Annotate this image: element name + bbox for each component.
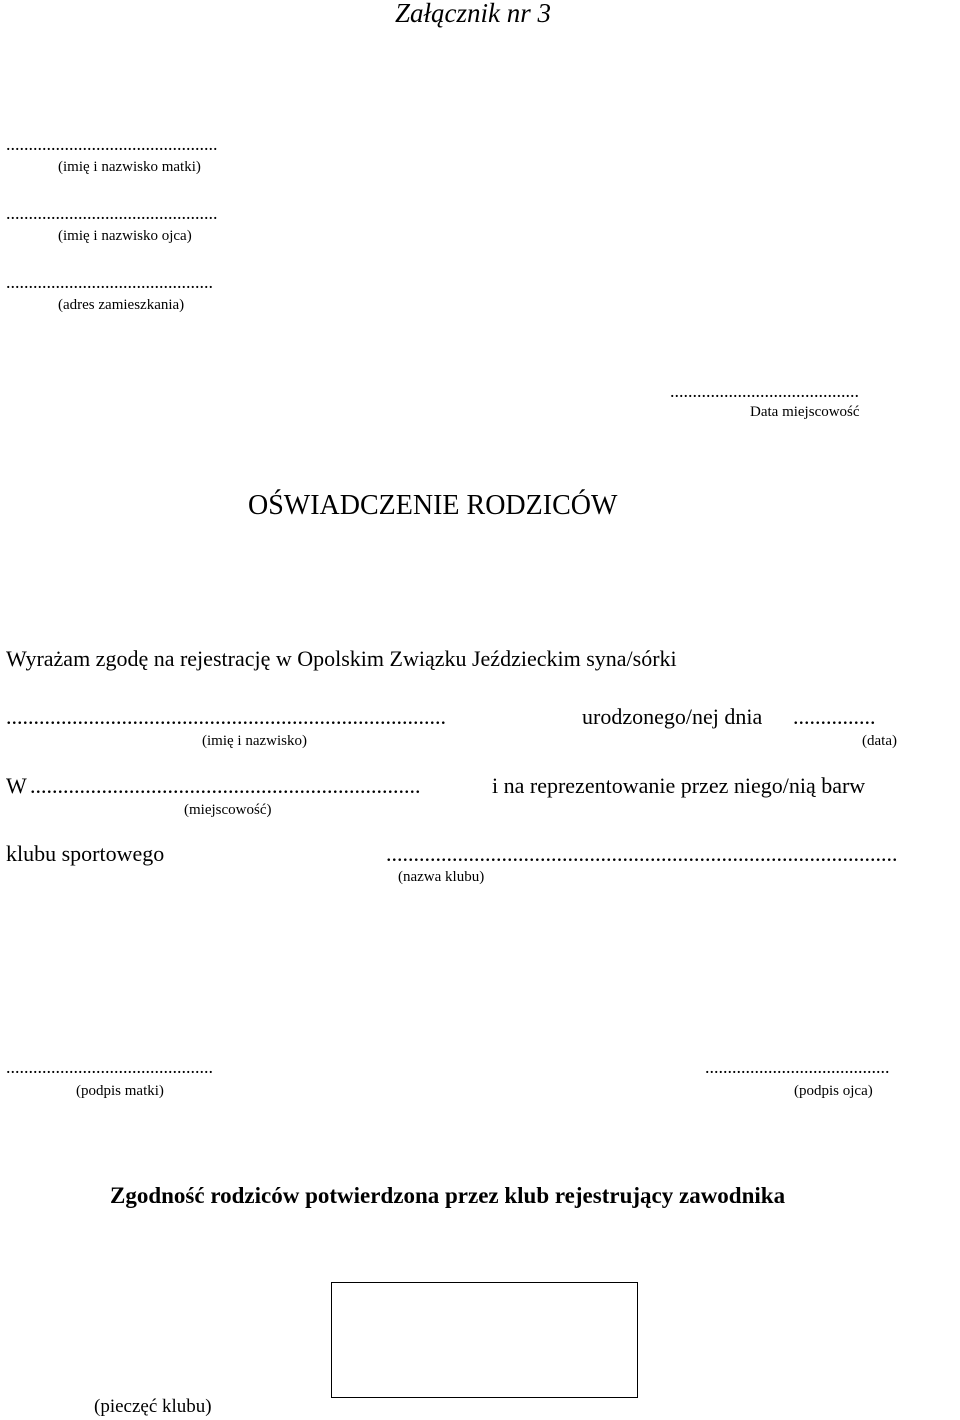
club-name-field[interactable]: .............................................................................................: [386, 841, 898, 866]
place-label: (miejscowość): [184, 802, 272, 818]
mother-name-field[interactable]: ...............................................: [6, 134, 218, 154]
consent-text: Wyrażam zgodę na rejestrację w Opolskim Związku Jeździeckim syna/sórki: [6, 646, 677, 671]
child-name-field[interactable]: ................................................................................: [6, 704, 446, 729]
born-text: urodzonego/nej dnia: [582, 704, 763, 729]
representation-text: i na reprezentowanie przez niego/nią barw: [492, 773, 866, 798]
birth-date-label: (data): [862, 733, 897, 749]
club-text: klubu sportowego: [6, 841, 165, 866]
mother-name-label: (imię i nazwisko matki): [58, 159, 201, 175]
place-field[interactable]: .......................................................................: [30, 773, 421, 798]
club-stamp-label: (pieczęć klubu): [94, 1396, 212, 1417]
club-confirmation-heading: Zgodność rodziców potwierdzona przez klub rejestrujący zawodnika: [110, 1183, 786, 1208]
address-field[interactable]: ..............................................: [6, 272, 213, 292]
mother-signature-label: (podpis matki): [76, 1083, 164, 1099]
date-place-label: Data miejscowość: [750, 404, 860, 420]
club-name-label: (nazwa klubu): [398, 869, 485, 885]
place-prefix: W: [6, 773, 27, 798]
mother-signature-field[interactable]: ..............................................: [6, 1057, 213, 1077]
birth-date-field[interactable]: ...............: [793, 704, 876, 729]
father-name-field[interactable]: ...............................................: [6, 203, 218, 223]
statement-heading: OŚWIADCZENIE RODZICÓW: [248, 490, 618, 521]
father-name-label: (imię i nazwisko ojca): [58, 228, 192, 244]
child-name-label: (imię i nazwisko): [202, 733, 307, 749]
page-title: Załącznik nr 3: [395, 0, 552, 28]
date-place-field[interactable]: ..........................................: [670, 381, 859, 401]
father-signature-label: (podpis ojca): [794, 1083, 873, 1099]
address-label: (adres zamieszkania): [58, 297, 185, 313]
father-signature-field[interactable]: .........................................: [705, 1057, 890, 1077]
club-stamp-box: [331, 1282, 638, 1398]
